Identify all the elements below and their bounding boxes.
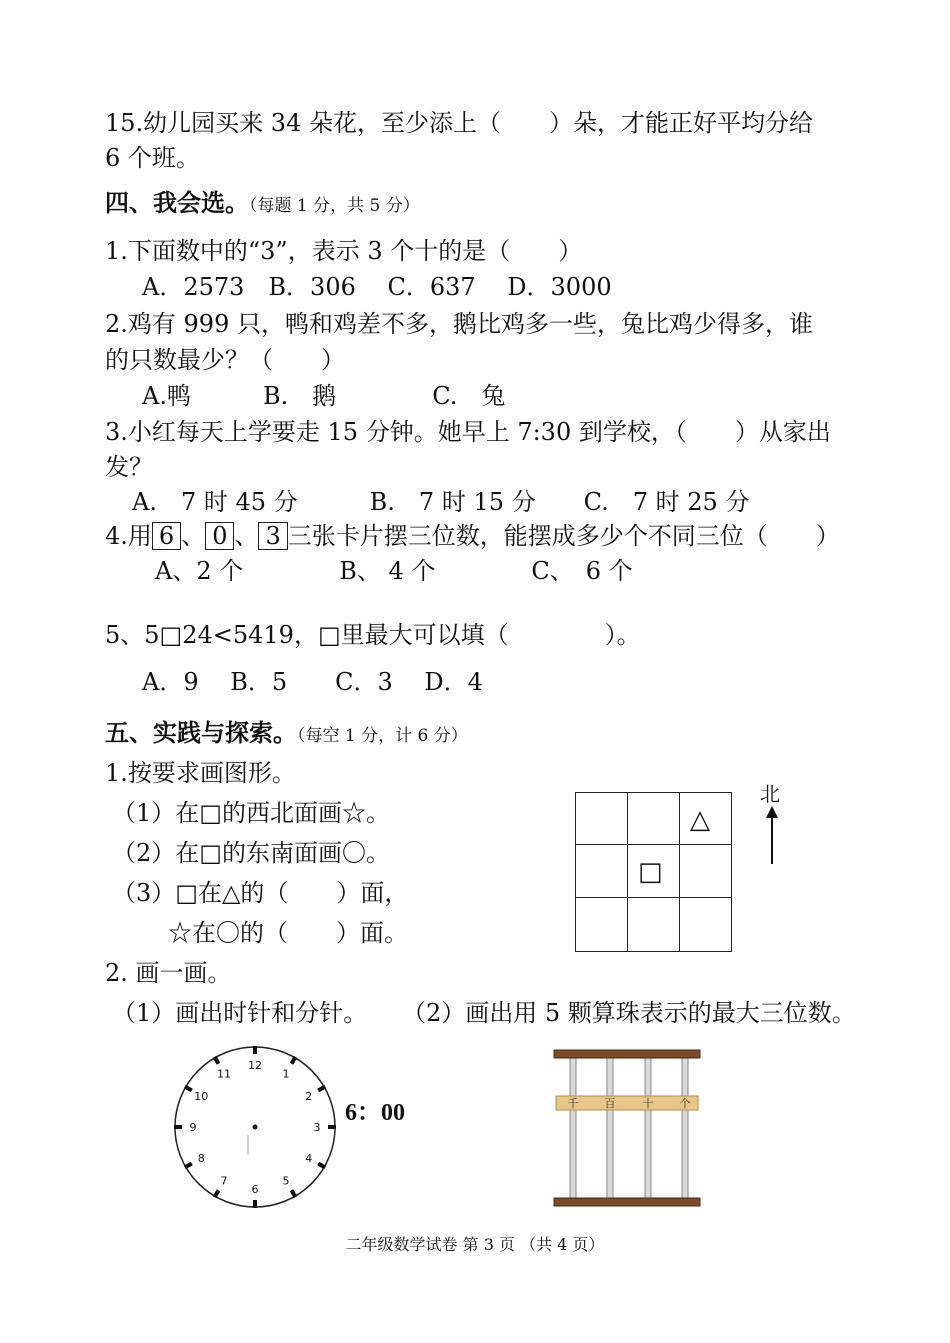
square-mark: □ (638, 857, 663, 887)
choice4-question (105, 521, 840, 551)
choice3-question-line1: 3.小红每天上学要走 15 分钟。她早上 7:30 到学校，（ ）从家出 (105, 418, 831, 446)
clock-number: 12 (248, 1059, 262, 1072)
practice1-item-b: （2）在□的东南面画〇。 (112, 839, 390, 867)
abacus-place-label: 个 (679, 1097, 691, 1110)
section4-title: 四、我会选。 (105, 189, 249, 217)
clock-number: 8 (197, 1152, 205, 1165)
clock-tick (292, 1057, 296, 1064)
clock-center-dot (253, 1125, 258, 1130)
practice2-title: 2. 画一画。 (105, 959, 232, 987)
clock-number: 4 (305, 1152, 313, 1165)
page-footer: 二年级数学试卷 第 3 页 （共 4 页） (345, 1235, 605, 1254)
abacus-place-label: 千 (567, 1097, 579, 1110)
clock-tick (318, 1164, 325, 1168)
card-0: 0 (205, 522, 234, 550)
clock-number: 9 (189, 1121, 197, 1134)
choice4-sep2: 、 (234, 522, 259, 550)
choice1-question: 1.下面数中的“3”，表示 3 个十的是（ ） (105, 237, 583, 265)
north-label: 北 (760, 782, 780, 806)
choice4-sep1: 、 (181, 522, 206, 550)
q15-line1: 15.幼儿园买来 34 朵花，至少添上（ ）朵，才能正好平均分给 (105, 109, 813, 137)
clock-tick (318, 1087, 325, 1091)
north-arrow-icon (762, 806, 782, 866)
clock-time: 6：00 (345, 1100, 405, 1126)
section4-note: （每题 1 分，共 5 分） (249, 196, 420, 216)
clock-number: 1 (282, 1067, 290, 1081)
practice2-sub1: （1）画出时针和分针。 (112, 999, 368, 1027)
abacus-rod (570, 1054, 576, 1202)
clock-number: 10 (194, 1090, 209, 1103)
choice2-question-line1: 2.鸡有 999 只，鸭和鸡差不多，鹅比鸡多一些，兔比鸡少得多，谁 (105, 310, 813, 338)
choice3-question-line2: 发？ (105, 453, 153, 481)
choice1-options: A．2573 B．306 C．637 D．3000 (142, 273, 612, 301)
clock-tick (185, 1164, 192, 1168)
practice1-item-c1: （3）□在△的（ ）面， (112, 879, 409, 907)
choice4-suffix: 三张卡片摆三位数，能摆成多少个不同三位（ ） (287, 522, 840, 550)
clock-tick (215, 1057, 219, 1064)
choice5-question: 5、5□24<5419，□里最大可以填（ ）。 (105, 621, 641, 649)
choice2-options: A.鸭 B. 鹅 C. 兔 (142, 382, 506, 410)
clock-tick (215, 1190, 219, 1197)
section5-heading (105, 718, 468, 751)
practice1-item-c2: ☆在〇的（ ）面。 (168, 919, 408, 947)
section5-note: （每空 1 分，计 6 分） (297, 726, 468, 746)
choice3-options: A. 7 时 45 分 B. 7 时 15 分 C. 7 时 25 分 (132, 488, 750, 516)
clock-number: 6 (251, 1183, 259, 1196)
abacus-place-label: 百 (604, 1097, 616, 1110)
abacus-bottom-bar (554, 1198, 700, 1206)
direction-grid (575, 792, 732, 952)
card-6: 6 (152, 522, 181, 550)
abacus-rod (682, 1054, 688, 1202)
clock-number: 2 (305, 1090, 313, 1103)
clock-tick (292, 1190, 296, 1197)
clock-number: 11 (217, 1067, 231, 1081)
clock-tick (185, 1087, 192, 1091)
choice5-options: A．9 B．5 C．3 D．4 (142, 668, 483, 696)
practice1-title: 1.按要求画图形。 (105, 759, 296, 787)
practice1-item-a: （1）在□的西北面画☆。 (112, 799, 390, 827)
choice4-prefix: 4.用 (105, 522, 152, 550)
clock-face (170, 1042, 340, 1212)
practice2-sub2: （2）画出用 5 颗算珠表示的最大三位数。 (402, 999, 856, 1027)
choice2-question-line2: 的只数最少？（ ） (105, 346, 345, 374)
abacus-top-bar (554, 1050, 700, 1058)
abacus-rod (607, 1054, 613, 1202)
choice4-options: A、2 个 B、 4 个 C、 6 个 (155, 557, 633, 585)
triangle-mark: △ (690, 805, 710, 835)
clock-number: 7 (220, 1174, 228, 1188)
clock-number: 3 (313, 1121, 321, 1134)
abacus-place-label: 十 (642, 1097, 654, 1110)
clock-number: 5 (282, 1174, 290, 1188)
card-3: 3 (258, 522, 287, 550)
abacus (552, 1048, 702, 1208)
q15-line2: 6 个班。 (105, 144, 200, 172)
abacus-rod (645, 1054, 651, 1202)
section5-title: 五、实践与探索。 (105, 719, 297, 747)
section4-heading (105, 188, 420, 221)
